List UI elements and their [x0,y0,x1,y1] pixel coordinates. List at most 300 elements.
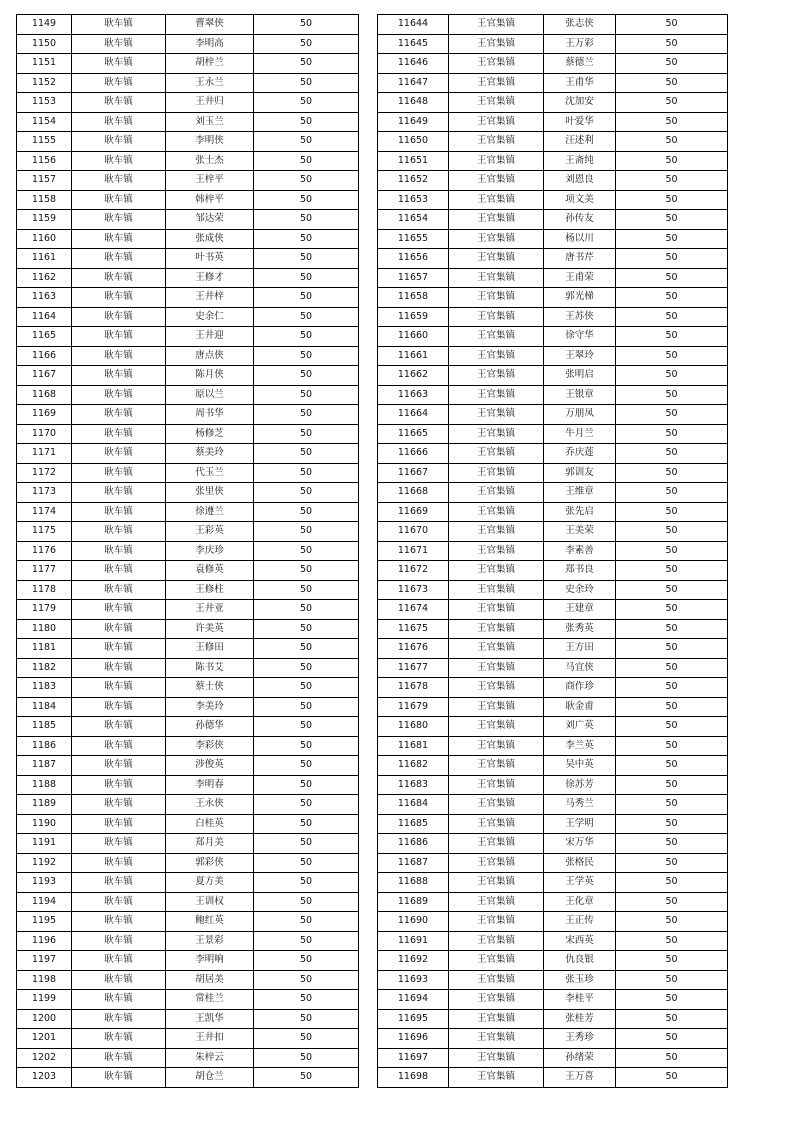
town-cell: 耿车镇 [72,346,166,366]
amount-cell: 50 [254,717,359,737]
table-row [378,1068,728,1088]
table-row [378,678,728,698]
row-number-cell: 1199 [17,990,72,1010]
town-cell: 王官集镇 [449,678,544,698]
town-cell: 耿车镇 [72,892,166,912]
table-row [17,873,359,893]
amount-cell: 50 [254,873,359,893]
amount-cell: 50 [616,639,728,659]
row-number-cell: 1149 [17,15,72,35]
row-number-cell: 1169 [17,405,72,425]
table-row [17,1048,359,1068]
town-cell: 王官集镇 [449,15,544,35]
table-row [378,190,728,210]
row-number-cell: 1160 [17,229,72,249]
table-row [17,561,359,581]
row-number-cell: 1177 [17,561,72,581]
amount-cell: 50 [254,190,359,210]
person-name-cell: 万朋凤 [544,405,616,425]
person-name-cell: 王银章 [544,385,616,405]
table-row [17,73,359,93]
town-cell: 耿车镇 [72,873,166,893]
row-number-cell: 11679 [378,697,449,717]
table-row [17,483,359,503]
person-name-cell: 杨修芝 [166,424,254,444]
table-row [378,132,728,152]
town-cell: 耿车镇 [72,327,166,347]
row-number-cell: 11698 [378,1068,449,1088]
amount-cell: 50 [616,1068,728,1088]
amount-cell: 50 [616,171,728,191]
row-number-cell: 11646 [378,54,449,74]
town-cell: 王官集镇 [449,658,544,678]
town-cell: 耿车镇 [72,541,166,561]
amount-cell: 50 [616,463,728,483]
table-row [17,912,359,932]
person-name-cell: 曹翠侠 [166,15,254,35]
table-row [378,424,728,444]
table-row [378,1009,728,1029]
amount-cell: 50 [254,600,359,620]
amount-cell: 50 [254,210,359,230]
row-number-cell: 11663 [378,385,449,405]
table-row [378,814,728,834]
amount-cell: 50 [254,775,359,795]
amount-cell: 50 [254,639,359,659]
person-name-cell: 原以兰 [166,385,254,405]
amount-cell: 50 [616,346,728,366]
town-cell: 王官集镇 [449,54,544,74]
row-number-cell: 1202 [17,1048,72,1068]
amount-cell: 50 [616,366,728,386]
row-number-cell: 11669 [378,502,449,522]
row-number-cell: 11660 [378,327,449,347]
row-number-cell: 1201 [17,1029,72,1049]
row-number-cell: 11673 [378,580,449,600]
row-number-cell: 1173 [17,483,72,503]
person-name-cell: 代玉兰 [166,463,254,483]
row-number-cell: 1190 [17,814,72,834]
amount-cell: 50 [254,249,359,269]
row-number-cell: 1200 [17,1009,72,1029]
person-name-cell: 王苏侠 [544,307,616,327]
table-row [378,600,728,620]
person-name-cell: 张玉珍 [544,970,616,990]
table-row [378,970,728,990]
town-cell: 耿车镇 [72,658,166,678]
person-name-cell: 常桂兰 [166,990,254,1010]
town-cell: 耿车镇 [72,15,166,35]
amount-cell: 50 [616,853,728,873]
person-name-cell: 朱梓云 [166,1048,254,1068]
town-cell: 耿车镇 [72,912,166,932]
person-name-cell: 刘玉兰 [166,112,254,132]
amount-cell: 50 [254,658,359,678]
amount-cell: 50 [616,522,728,542]
town-cell: 耿车镇 [72,600,166,620]
person-name-cell: 宋西英 [544,931,616,951]
table-row [378,54,728,74]
table-row [17,444,359,464]
amount-cell: 50 [254,619,359,639]
row-number-cell: 11683 [378,775,449,795]
town-cell: 耿车镇 [72,112,166,132]
table-row [17,736,359,756]
row-number-cell: 11667 [378,463,449,483]
person-name-cell: 杨以川 [544,229,616,249]
row-number-cell: 1176 [17,541,72,561]
person-name-cell: 王凯华 [166,1009,254,1029]
person-name-cell: 王万彩 [544,34,616,54]
town-cell: 耿车镇 [72,775,166,795]
amount-cell: 50 [616,307,728,327]
amount-cell: 50 [254,15,359,35]
row-number-cell: 11687 [378,853,449,873]
amount-cell: 50 [254,1068,359,1088]
person-name-cell: 李桂平 [544,990,616,1010]
town-cell: 王官集镇 [449,502,544,522]
amount-cell: 50 [616,1048,728,1068]
amount-cell: 50 [616,814,728,834]
amount-cell: 50 [254,580,359,600]
row-number-cell: 11658 [378,288,449,308]
table-row [17,288,359,308]
person-name-cell: 王斋纯 [544,151,616,171]
row-number-cell: 11659 [378,307,449,327]
town-cell: 耿车镇 [72,463,166,483]
town-cell: 王官集镇 [449,93,544,113]
town-cell: 耿车镇 [72,268,166,288]
table-row [378,658,728,678]
town-cell: 王官集镇 [449,346,544,366]
person-name-cell: 张成侠 [166,229,254,249]
row-number-cell: 11678 [378,678,449,698]
person-name-cell: 王训权 [166,892,254,912]
row-number-cell: 1197 [17,951,72,971]
table-row [378,756,728,776]
person-name-cell: 孙德华 [166,717,254,737]
amount-cell: 50 [616,444,728,464]
amount-cell: 50 [254,405,359,425]
row-number-cell: 1185 [17,717,72,737]
town-cell: 王官集镇 [449,561,544,581]
town-cell: 王官集镇 [449,970,544,990]
amount-cell: 50 [616,249,728,269]
row-number-cell: 1188 [17,775,72,795]
row-number-cell: 1154 [17,112,72,132]
person-name-cell: 沈加安 [544,93,616,113]
town-cell: 王官集镇 [449,112,544,132]
person-name-cell: 徐遵兰 [166,502,254,522]
person-name-cell: 王修柱 [166,580,254,600]
person-name-cell: 胡仓兰 [166,1068,254,1088]
town-cell: 耿车镇 [72,619,166,639]
row-number-cell: 1178 [17,580,72,600]
person-name-cell: 李素善 [544,541,616,561]
row-number-cell: 11674 [378,600,449,620]
town-cell: 王官集镇 [449,1029,544,1049]
person-name-cell: 耿金甫 [544,697,616,717]
row-number-cell: 11648 [378,93,449,113]
town-cell: 耿车镇 [72,249,166,269]
town-cell: 王官集镇 [449,288,544,308]
table-row [378,775,728,795]
table-row [378,93,728,113]
amount-cell: 50 [616,541,728,561]
row-number-cell: 1180 [17,619,72,639]
table-row [17,366,359,386]
table-row [378,307,728,327]
amount-cell: 50 [254,93,359,113]
table-row [378,639,728,659]
table-row [17,1009,359,1029]
table-row [17,93,359,113]
town-cell: 王官集镇 [449,405,544,425]
town-cell: 王官集镇 [449,444,544,464]
person-name-cell: 张秀英 [544,619,616,639]
row-number-cell: 1152 [17,73,72,93]
town-cell: 耿车镇 [72,814,166,834]
table-row [378,346,728,366]
row-number-cell: 11677 [378,658,449,678]
person-name-cell: 王梓平 [166,171,254,191]
town-cell: 耿车镇 [72,639,166,659]
row-number-cell: 1187 [17,756,72,776]
person-name-cell: 王甫荣 [544,268,616,288]
person-name-cell: 史余玲 [544,580,616,600]
amount-cell: 50 [254,385,359,405]
row-number-cell: 1184 [17,697,72,717]
town-cell: 耿车镇 [72,34,166,54]
town-cell: 王官集镇 [449,541,544,561]
person-name-cell: 郑月美 [166,834,254,854]
table-row [378,522,728,542]
table-row [17,112,359,132]
row-number-cell: 11693 [378,970,449,990]
row-number-cell: 11666 [378,444,449,464]
town-cell: 王官集镇 [449,268,544,288]
amount-cell: 50 [254,678,359,698]
person-name-cell: 王化章 [544,892,616,912]
person-name-cell: 马宜侠 [544,658,616,678]
row-number-cell: 1172 [17,463,72,483]
person-name-cell: 蔡士侠 [166,678,254,698]
amount-cell: 50 [616,795,728,815]
amount-cell: 50 [616,912,728,932]
person-name-cell: 史余仁 [166,307,254,327]
row-number-cell: 1193 [17,873,72,893]
table-row [378,853,728,873]
person-name-cell: 叶书英 [166,249,254,269]
table-row [17,346,359,366]
town-cell: 王官集镇 [449,1068,544,1088]
table-row [378,327,728,347]
amount-cell: 50 [616,756,728,776]
town-cell: 王官集镇 [449,424,544,444]
town-cell: 王官集镇 [449,892,544,912]
table-row [17,795,359,815]
row-number-cell: 1168 [17,385,72,405]
town-cell: 王官集镇 [449,327,544,347]
amount-cell: 50 [616,951,728,971]
row-number-cell: 1179 [17,600,72,620]
town-cell: 王官集镇 [449,580,544,600]
person-name-cell: 郭彩侠 [166,853,254,873]
amount-cell: 50 [616,678,728,698]
row-number-cell: 11665 [378,424,449,444]
row-number-cell: 11694 [378,990,449,1010]
row-number-cell: 1155 [17,132,72,152]
amount-cell: 50 [616,288,728,308]
person-name-cell: 鲍红英 [166,912,254,932]
amount-cell: 50 [616,502,728,522]
table-row [17,34,359,54]
amount-cell: 50 [254,1009,359,1029]
amount-cell: 50 [254,814,359,834]
row-number-cell: 1170 [17,424,72,444]
amount-cell: 50 [254,990,359,1010]
amount-cell: 50 [254,73,359,93]
person-name-cell: 李明侠 [166,132,254,152]
row-number-cell: 11676 [378,639,449,659]
row-number-cell: 1171 [17,444,72,464]
row-number-cell: 11681 [378,736,449,756]
row-number-cell: 1191 [17,834,72,854]
table-row [378,73,728,93]
person-name-cell: 宋万华 [544,834,616,854]
person-name-cell: 袁修英 [166,561,254,581]
table-row [378,171,728,191]
row-number-cell: 1166 [17,346,72,366]
amount-cell: 50 [254,756,359,776]
town-cell: 耿车镇 [72,522,166,542]
amount-cell: 50 [616,210,728,230]
amount-cell: 50 [616,892,728,912]
table-row [378,892,728,912]
town-cell: 王官集镇 [449,366,544,386]
town-cell: 耿车镇 [72,853,166,873]
town-cell: 王官集镇 [449,717,544,737]
person-name-cell: 叶爱华 [544,112,616,132]
row-number-cell: 1158 [17,190,72,210]
amount-cell: 50 [616,736,728,756]
amount-cell: 50 [254,697,359,717]
amount-cell: 50 [616,327,728,347]
town-cell: 耿车镇 [72,756,166,776]
table-row [17,307,359,327]
table-row [378,561,728,581]
amount-cell: 50 [254,151,359,171]
row-number-cell: 11655 [378,229,449,249]
amount-cell: 50 [254,1048,359,1068]
town-cell: 耿车镇 [72,171,166,191]
amount-cell: 50 [254,346,359,366]
table-row [17,717,359,737]
row-number-cell: 11675 [378,619,449,639]
person-name-cell: 吴中英 [544,756,616,776]
person-name-cell: 马秀兰 [544,795,616,815]
table-row [378,1029,728,1049]
table-row [378,717,728,737]
person-name-cell: 唐书芹 [544,249,616,269]
row-number-cell: 11684 [378,795,449,815]
table-row [17,600,359,620]
town-cell: 耿车镇 [72,502,166,522]
town-cell: 耿车镇 [72,697,166,717]
row-number-cell: 11654 [378,210,449,230]
amount-cell: 50 [616,268,728,288]
amount-cell: 50 [616,112,728,132]
town-cell: 王官集镇 [449,229,544,249]
table-row [17,1068,359,1088]
row-number-cell: 11670 [378,522,449,542]
town-cell: 耿车镇 [72,970,166,990]
town-cell: 耿车镇 [72,73,166,93]
table-row [17,580,359,600]
person-name-cell: 李明高 [166,34,254,54]
person-name-cell: 王维章 [544,483,616,503]
person-name-cell: 王井亚 [166,600,254,620]
town-cell: 耿车镇 [72,385,166,405]
table-row [17,190,359,210]
table-row [17,990,359,1010]
person-name-cell: 李美玲 [166,697,254,717]
table-row [17,522,359,542]
row-number-cell: 11653 [378,190,449,210]
row-number-cell: 11662 [378,366,449,386]
town-cell: 王官集镇 [449,151,544,171]
person-name-cell: 徐守华 [544,327,616,347]
town-cell: 王官集镇 [449,249,544,269]
row-number-cell: 1195 [17,912,72,932]
row-number-cell: 1164 [17,307,72,327]
town-cell: 王官集镇 [449,990,544,1010]
table-row [17,385,359,405]
town-cell: 王官集镇 [449,697,544,717]
person-name-cell: 蔡美玲 [166,444,254,464]
amount-cell: 50 [254,54,359,74]
person-name-cell: 仇良银 [544,951,616,971]
row-number-cell: 1175 [17,522,72,542]
amount-cell: 50 [616,229,728,249]
person-name-cell: 汪述利 [544,132,616,152]
town-cell: 耿车镇 [72,210,166,230]
amount-cell: 50 [616,717,728,737]
amount-cell: 50 [254,288,359,308]
town-cell: 耿车镇 [72,561,166,581]
person-name-cell: 李明春 [166,775,254,795]
amount-cell: 50 [254,424,359,444]
table-row [17,210,359,230]
person-name-cell: 王永侠 [166,795,254,815]
person-name-cell: 郑书良 [544,561,616,581]
table-row [17,249,359,269]
person-name-cell: 涉俊英 [166,756,254,776]
person-name-cell: 唐点侠 [166,346,254,366]
amount-cell: 50 [616,970,728,990]
town-cell: 王官集镇 [449,600,544,620]
town-cell: 耿车镇 [72,795,166,815]
town-cell: 王官集镇 [449,951,544,971]
table-row [378,112,728,132]
row-number-cell: 11692 [378,951,449,971]
person-name-cell: 张格民 [544,853,616,873]
table-row [17,756,359,776]
table-row [17,463,359,483]
amount-cell: 50 [254,502,359,522]
town-cell: 王官集镇 [449,931,544,951]
table-row [17,54,359,74]
